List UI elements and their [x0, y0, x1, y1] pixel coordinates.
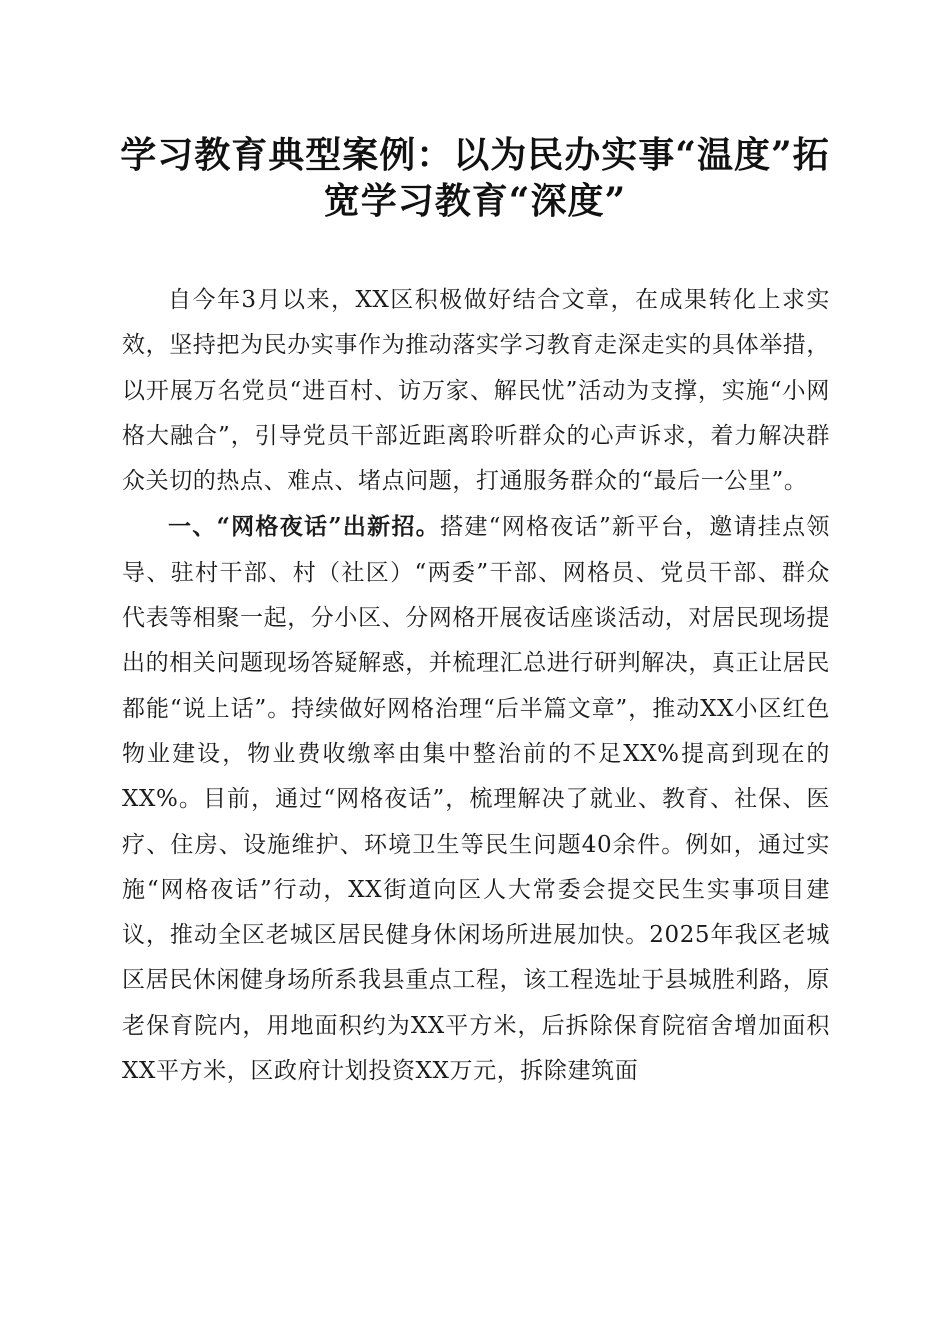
document-title [100, 132, 850, 224]
paragraph-section-1-text: 搭建“网格夜话”新平台，邀请挂点领导、驻村干部、村（社区）“两委”干部、网格员、党员干部、群众代表等相聚一起，分小区、分网格开展夜话座谈活动，对居民现场提出的相关问题现场答疑解惑，并梳理汇总进行研判解决，真正让居民都能“说上话”。持续做好网格治理“后半篇文章”，推动XX小区红色物业建设，物业费收缴率由集中整治前的不足XX%提高到现在的XX%。目前，通过“网格夜话”，梳理解决了就业、教育、社保、医疗、住房、设施维护、环境卫生等民生问题40余件。例如，通过实施“网格夜话”行动，XX街道向区人大常委会提交民生实事项目建议，推动全区老城区居民健身休闲场所进展加快。2025年我区老城区居民休闲健身场所系我县重点工程，该工程选址于县城胜利路，原老保育院内，用地面积约为XX平方米，后拆除保育院宿舍增加面积XX平方米，区政府计划投资XX万元，拆除建筑面 [122, 514, 830, 1085]
paragraph-section-1 [122, 504, 830, 1094]
title-line-2: 宽学习教育“深度” [323, 180, 627, 222]
paragraph-intro [122, 278, 830, 504]
section-1-heading: 一、“网格夜话”出新招。 [168, 513, 441, 541]
paragraph-intro-text: 自今年3月以来，XX区积极做好结合文章，在成果转化上求实效，坚持把为民办实事作为推动落实学习教育走深走实的具体举措，以开展万名党员“进百村、访万家、解民忧”活动为支撑，实施“小网格大融合”，引导党员干部近距离聆听群众的心声诉求，着力解决群众关切的热点、难点、堵点问题，打通服务群众的“最后一公里”。 [122, 287, 830, 495]
document-body [122, 278, 830, 1094]
title-line-1: 学习教育典型案例：以为民办实事“温度”拓 [120, 134, 830, 176]
